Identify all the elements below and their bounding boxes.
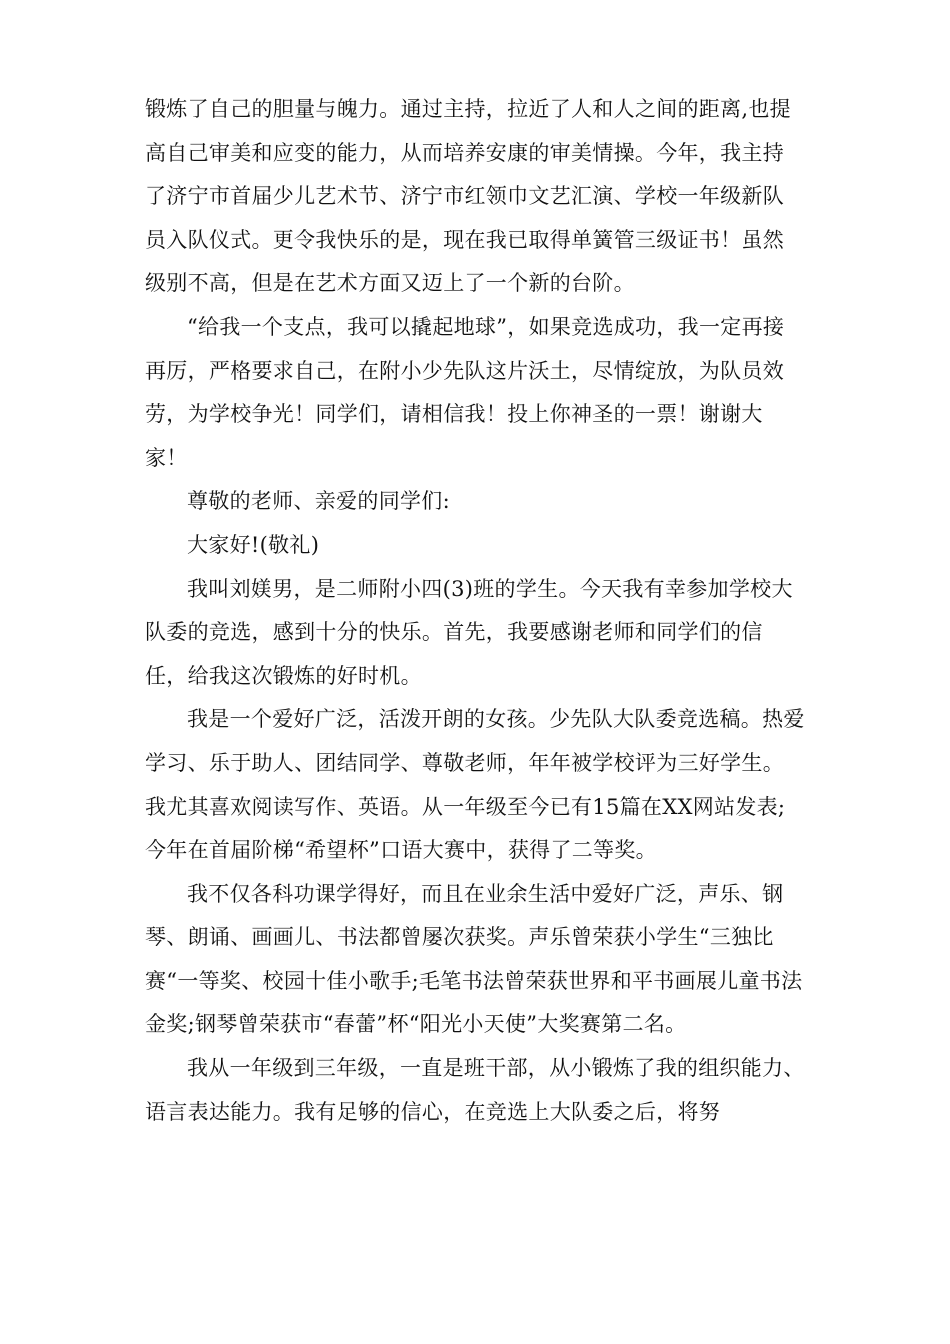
- greeting: 大家好!(敬礼): [187, 532, 320, 557]
- paragraph-leadership: 我从一年级到三年级，一直是班干部，从小锻炼了我的组织能力、语言表达能力。我有足够的信心，在竞选上大队委之后，将努: [145, 1056, 805, 1124]
- paragraph-hobbies: 我是一个爱好广泛，活泼开朗的女孩。少先队大队委竞选稿。热爱学习、乐于助人、团结同学、尊敬老师，年年被学校评为三好学生。我尤其喜欢阅读写作、英语。从一年级至今已有15篇在XX网站发表;今年在首届阶梯“希望杯”口语大赛中，获得了二等奖。: [145, 707, 805, 863]
- paragraph-intro: 我叫刘媄男，是二师附小四(3)班的学生。今天我有幸参加学校大队委的竞选，感到十分的快乐。首先，我要感谢老师和同学们的信任，给我这次锻炼的好时机。: [145, 576, 793, 688]
- paragraph-1: 锻炼了自己的胆量与魄力。通过主持，拉近了人和人之间的距离,也提高自己审美和应变的能力，从而培养安康的审美情操。今年，我主持了济宁市首届少儿艺术节、济宁市红领巾文艺汇演、学校一年级新队员入队仪式。更令我快乐的是，现在我已取得单簧管三级证书！虽然级别不高，但是在艺术方面又迈上了一个新的台阶。: [145, 97, 791, 296]
- paragraph-2: “给我一个支点，我可以撬起地球”，如果竞选成功，我一定再接再厉，严格要求自己，在附小少先队这片沃土，尽情绽放，为队员效劳，为学校争光！同学们，请相信我！投上你神圣的一票！谢谢大家！: [145, 314, 785, 470]
- paragraph-awards: 我不仅各科功课学得好，而且在业余生活中爱好广泛，声乐、钢琴、朗诵、画画儿、书法都曾屡次获奖。声乐曾荣获小学生“三独比赛“一等奖、校园十佳小歌手;毛笔书法曾荣获世界和平书画展儿童书法金奖;钢琴曾荣获市“春蕾”杯“阳光小天使”大奖赛第二名。: [145, 881, 803, 1037]
- salutation: 尊敬的老师、亲爱的同学们:: [187, 489, 450, 514]
- document-body: [145, 88, 805, 1134]
